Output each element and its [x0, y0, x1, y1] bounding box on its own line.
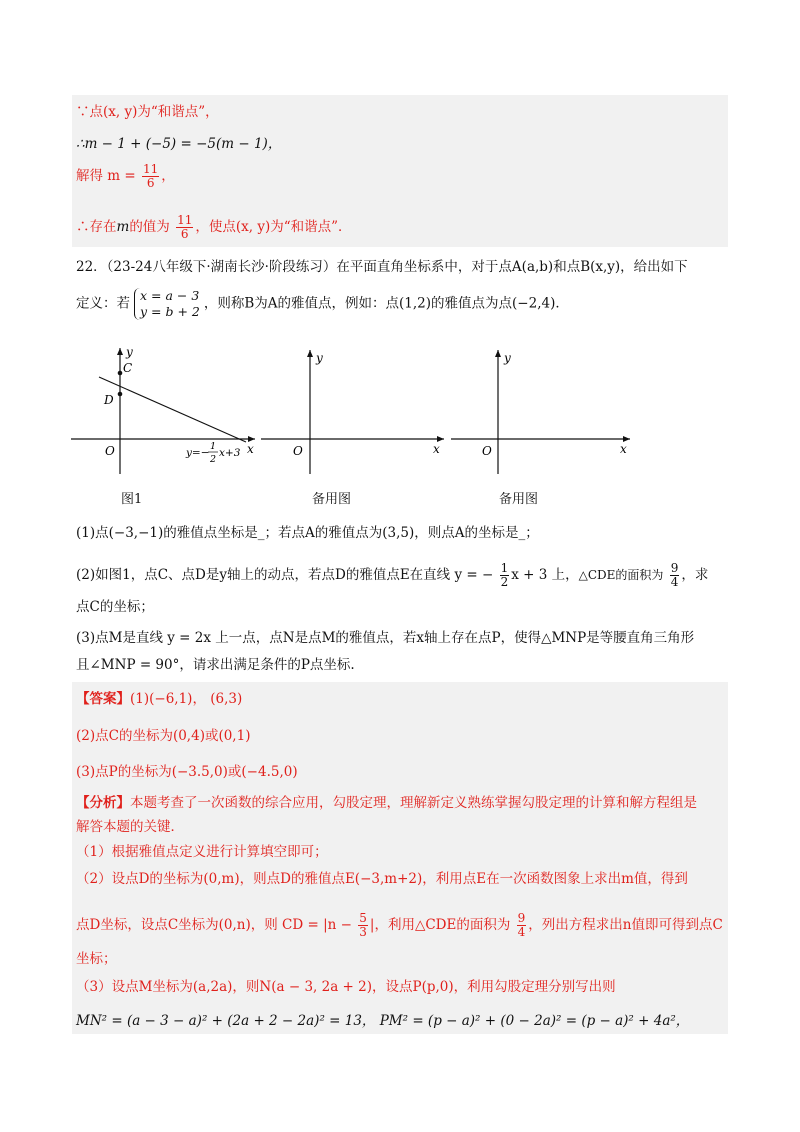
question-3-line-1	[76, 629, 694, 647]
x-axis-label: x	[247, 442, 254, 456]
numerator: 11	[143, 162, 159, 176]
text: 点C的坐标；	[76, 599, 154, 615]
text: (1)点(−3,−1)的雅值点坐标是_；若点A的雅值点为(3,5)，则点A的坐标是_；	[76, 525, 539, 541]
question-2	[76, 562, 708, 589]
analysis-step-3	[76, 978, 616, 996]
fraction	[358, 912, 368, 939]
analysis-step-2c	[76, 950, 117, 968]
point-c-label: C	[123, 361, 133, 375]
text: 解答本题的关键．	[76, 819, 184, 835]
numerator: 5	[359, 911, 367, 925]
origin-label: O	[105, 444, 115, 458]
y-axis-label: y	[126, 345, 133, 359]
text: (3)点P的坐标为(−3.5,0)或(−4.5,0)	[76, 764, 298, 780]
y-axis-label: y	[316, 351, 323, 365]
fraction	[176, 214, 193, 241]
fraction	[142, 163, 159, 190]
solution-line-3	[76, 163, 175, 190]
x-axis-label: x	[433, 442, 440, 456]
numerator: 1	[500, 561, 509, 575]
analysis-step-1	[76, 843, 328, 861]
denominator: 6	[180, 227, 189, 241]
analysis-step-2	[76, 870, 688, 888]
text: |，利用△CDE的面积为	[369, 917, 511, 933]
numerator: 11	[177, 213, 193, 227]
text: ，则称B为A的雅值点，例如：点(1,2)的雅值点为点(−2,4)．	[203, 295, 569, 312]
point-c-dot	[118, 371, 123, 376]
text: ∴存在	[76, 219, 117, 235]
text: 本题考查了一次函数的综合应用，勾股定理，理解新定义熟练掌握勾股定理的计算和解方程组是	[130, 795, 697, 811]
y-axis-arrow	[307, 350, 313, 357]
answer-tag: 【答案】	[76, 691, 130, 707]
y-axis-label: y	[504, 351, 511, 365]
text: ，求	[681, 567, 709, 583]
line-label-den: 2	[210, 454, 217, 465]
analysis-step-2b	[76, 912, 723, 939]
denominator: 2	[500, 575, 509, 589]
text: （3）设点M坐标为(a,2a)，则N(a − 3, 2a + 2)，设点P(p,0)，利用勾股定理分别写出则	[76, 979, 616, 995]
problem-line-2	[76, 288, 569, 320]
equation: y = b + 2	[140, 304, 200, 319]
fraction	[670, 562, 680, 589]
denominator: 6	[146, 176, 155, 190]
solution-line-1	[76, 103, 219, 121]
text: ，列出方程求出n值即可得到点C	[528, 917, 723, 933]
solution-line-4	[76, 214, 352, 241]
text: 点D坐标，设点C坐标为(0,n)，则 CD = |n −	[76, 917, 352, 933]
text: (2)点C的坐标为(0,4)或(0,1)	[76, 728, 251, 744]
analysis-step-3b	[76, 1012, 689, 1030]
denominator: 4	[517, 925, 526, 939]
question-1	[76, 524, 539, 542]
question-3-line-2	[76, 656, 355, 674]
text: (1)(−6,1)， (6,3)	[130, 691, 243, 707]
text: (2)如图1，点C、点D是y轴上的动点，若点D的雅值点E在直线 y = −	[76, 567, 494, 583]
text: 坐标；	[76, 951, 117, 967]
text: x + 3 上，	[511, 567, 579, 583]
text: 22．（23-24八年级下·湖南长沙·阶段练习）在平面直角坐标系中，对于点A(a,b)和点B(x,y)，给出如下	[76, 259, 688, 275]
figure-1-graph	[68, 342, 258, 477]
figure-3-graph	[448, 342, 638, 477]
solution-line-2	[76, 135, 281, 153]
numerator: 9	[517, 911, 526, 925]
equation-system	[134, 288, 200, 320]
text: ，使点(x, y)为“和谐点”．	[195, 219, 352, 235]
analysis-tag: 【分析】	[76, 795, 130, 811]
point-d-label: D	[104, 393, 114, 407]
x-axis-label: x	[620, 442, 627, 456]
line-label-a: y=−	[186, 447, 210, 459]
y-axis-arrow	[495, 350, 501, 357]
text: 解得 m =	[76, 168, 136, 184]
line-label-num: 1	[210, 441, 217, 452]
origin-label: O	[293, 444, 303, 458]
origin-label: O	[482, 444, 492, 458]
text: 且∠MNP = 90°，请求出满足条件的P点坐标.	[76, 657, 355, 673]
line-label-b: x+3	[219, 447, 241, 459]
variable: m	[116, 219, 130, 235]
numerator: 9	[670, 561, 679, 575]
text: （1）根据雅值点定义进行计算填空即可；	[76, 844, 328, 860]
line-graph	[99, 377, 246, 442]
problem-line-1	[76, 258, 688, 276]
figure-2-graph	[258, 342, 448, 477]
equation: MN² = (a − 3 − a)² + (2a + 2 − 2a)² = 13， PM² = (p − a)² + (0 − 2a)² = (p − a)² + 4a²，	[76, 1013, 690, 1029]
analysis-line-2	[76, 818, 184, 836]
figure-2-caption: 备用图	[312, 492, 352, 507]
answer-line-1	[76, 690, 242, 708]
fraction	[517, 912, 527, 939]
text: （2）设点D的坐标为(0,m)，则点D的雅值点E(−3,m+2)，利用点E在一次函数图象上求出m值，得到	[76, 871, 688, 887]
equation: x = a − 3	[140, 288, 200, 303]
y-axis-arrow	[117, 348, 123, 355]
point-d-dot	[118, 392, 123, 397]
denominator: 4	[670, 575, 679, 589]
text: 定义：若	[76, 295, 130, 312]
text: (3)点M是直线 y = 2x 上一点，点N是点M的雅值点，若x轴上存在点P，使得△MNP是等腰直角三角形	[76, 630, 695, 646]
text: 的值为	[129, 219, 170, 235]
text: △CDE的面积为	[578, 568, 664, 582]
denominator: 3	[359, 925, 367, 939]
figure-3-caption: 备用图	[499, 492, 539, 507]
answer-line-3	[76, 763, 298, 781]
equation: ∴m − 1 + (−5) = −5(m − 1)，	[76, 136, 282, 152]
text: ，	[161, 168, 175, 184]
fraction	[500, 562, 510, 589]
answer-line-2	[76, 727, 250, 745]
figure-1-caption: 图1	[121, 492, 143, 507]
text: ∵点(x, y)为“和谐点”，	[76, 104, 219, 120]
analysis-line-1	[76, 794, 697, 812]
question-2-line-2	[76, 598, 154, 616]
